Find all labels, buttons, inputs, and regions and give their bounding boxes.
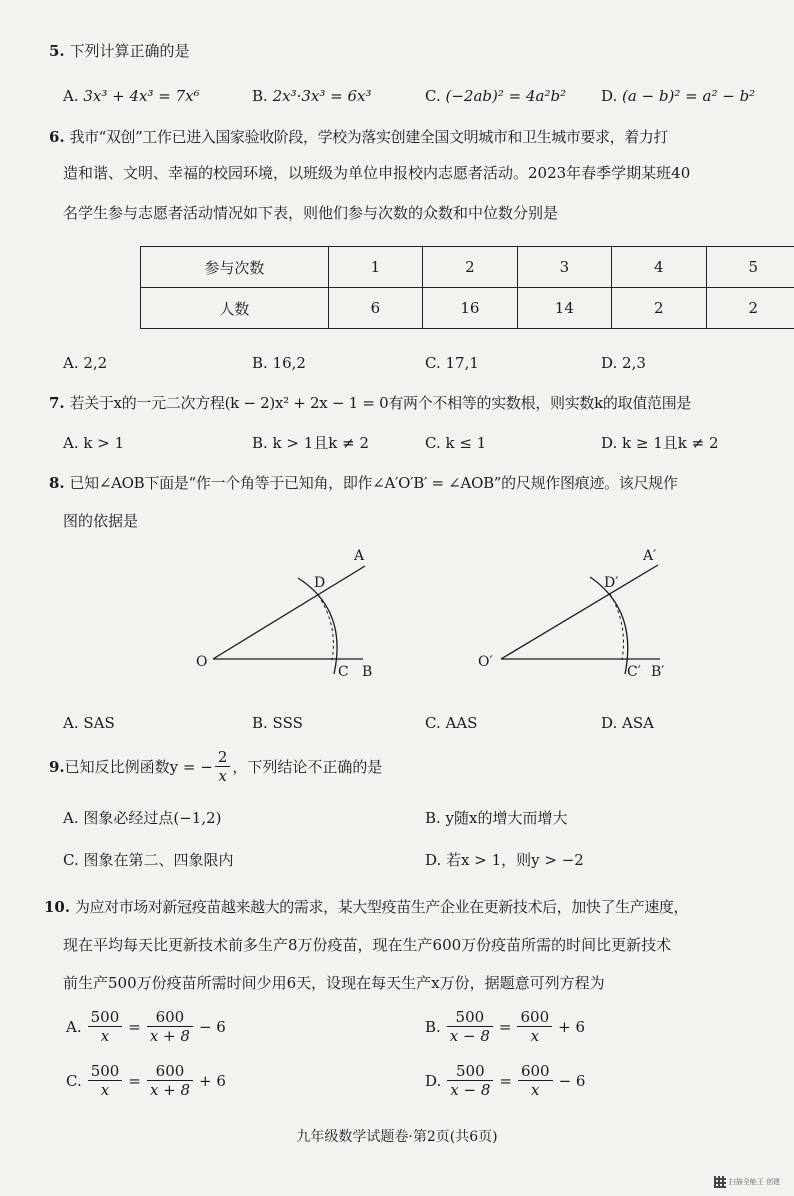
q6-stem-line1: 6. 我市“双创”工作已进入国家验收阶段，学校为落实创建全国文明城市和卫生城市要求，着力打 xyxy=(49,128,668,146)
q10-option-a[interactable]: A. $\frac{500}{x}$ = $\frac{600}{x + 8}$ − 6 xyxy=(66,1008,226,1045)
q8-figure-copy xyxy=(478,548,664,680)
q8-stem-line2: 图的依据是 xyxy=(63,512,139,530)
label-d: D xyxy=(314,575,326,591)
label-d2: D′ xyxy=(604,575,619,591)
label-a: A xyxy=(354,548,365,564)
q9-fraction: $\frac{2}{x}$ xyxy=(215,748,231,785)
table-cell: 5 xyxy=(706,247,794,288)
table-cell: 2 xyxy=(612,288,706,329)
scanner-watermark: 扫描全能王 创建 xyxy=(714,1176,780,1188)
q10-stem-line2: 现在平均每天比更新技术前多生产8万份疫苗，现在生产600万份疫苗所需的时间比更新技术 xyxy=(63,936,672,954)
ray-o2a2 xyxy=(501,565,658,659)
q9-number: 9. xyxy=(49,757,65,776)
table-cell: 14 xyxy=(517,288,611,329)
q10-number: 10. xyxy=(44,898,71,916)
label-a2: A′ xyxy=(643,548,657,564)
q10-option-d[interactable]: D. $\frac{500}{x - 8}$ = $\frac{600}{x}$ − 6 xyxy=(425,1062,586,1099)
table-cell: 1 xyxy=(328,247,422,288)
q7-stem: 7. 若关于x的一元二次方程(k − 2)x² + 2x − 1 = 0有两个不相等的实数根，则实数k的取值范围是 xyxy=(49,394,692,412)
q8-figure-original xyxy=(196,548,372,680)
q5-option-b[interactable]: B. 2x³·3x³ = 6x³ xyxy=(252,87,372,105)
label-o: O xyxy=(196,654,208,670)
table-cell: 6 xyxy=(328,288,422,329)
q8-stem-line1: 8. 已知∠AOB下面是“作一个角等于已知角，即作∠A′O′B′ = ∠AOB”的尺规作图痕迹。该尺规作 xyxy=(49,474,678,492)
q9-stem: 9. 已知反比例函数y = − $\frac{2}{x}$ ，下列结论不正确的是 xyxy=(49,748,383,785)
table-cell: 4 xyxy=(612,247,706,288)
q10-option-b[interactable]: B. $\frac{500}{x - 8}$ = $\frac{600}{x}$ + 6 xyxy=(425,1008,586,1045)
label-b2: B′ xyxy=(651,664,665,680)
page-footer: 九年级数学试题卷·第2页(共6页) xyxy=(296,1129,498,1145)
q5-option-a[interactable]: A. 3x³ + 4x³ = 7x⁶ xyxy=(63,87,200,105)
table-cell: 人数 xyxy=(141,288,329,329)
q6-option-c[interactable]: C. 17,1 xyxy=(425,354,479,372)
q6-option-a[interactable]: A. 2,2 xyxy=(63,354,108,372)
q10-stem-line1: 10. 为应对市场对新冠疫苗越来越大的需求，某大型疫苗生产企业在更新技术后，加快了生产速度， xyxy=(44,898,689,916)
q9-option-c[interactable]: C. 图象在第二、四象限内 xyxy=(63,851,234,869)
label-c2: C′ xyxy=(627,664,641,680)
ray-oa xyxy=(213,566,365,659)
q6-option-d[interactable]: D. 2,3 xyxy=(601,354,646,372)
q8-number: 8. xyxy=(49,474,65,492)
qr-code-icon xyxy=(714,1176,726,1188)
q5-text: 下列计算正确的是 xyxy=(69,42,190,60)
q8-option-b[interactable]: B. SSS xyxy=(252,714,303,732)
q7-option-b[interactable]: B. k > 1且k ≠ 2 xyxy=(252,434,370,452)
label-c: C xyxy=(338,664,349,680)
q9-option-a[interactable]: A. 图象必经过点(−1,2) xyxy=(63,809,222,827)
table-cell: 2 xyxy=(706,288,794,329)
label-o2: O′ xyxy=(478,654,493,670)
q6-number: 6. xyxy=(49,128,65,146)
q6-stem-line3: 名学生参与志愿者活动情况如下表，则他们参与次数的众数和中位数分别是 xyxy=(63,204,559,222)
table-cell: 16 xyxy=(423,288,517,329)
q5-option-d[interactable]: D. (a − b)² = a² − b² xyxy=(601,87,756,105)
q10-stem-line3: 前生产500万份疫苗所需时间少用6天，设现在每天生产x万份，据题意可列方程为 xyxy=(63,974,605,992)
table-cell: 参与次数 xyxy=(141,247,329,288)
table-cell: 3 xyxy=(517,247,611,288)
table-cell: 2 xyxy=(423,247,517,288)
q10-option-c[interactable]: C. $\frac{500}{x}$ = $\frac{600}{x + 8}$ + 6 xyxy=(66,1062,226,1099)
q6-stem-line2: 造和谐、文明、幸福的校园环境，以班级为单位申报校内志愿者活动。2023年春季学期某班40 xyxy=(63,164,691,182)
label-b: B xyxy=(362,664,373,680)
q6-option-b[interactable]: B. 16,2 xyxy=(252,354,306,372)
q7-option-c[interactable]: C. k ≤ 1 xyxy=(425,434,487,452)
q8-option-a[interactable]: A. SAS xyxy=(63,714,115,732)
q5-option-c[interactable]: C. (−2ab)² = 4a²b² xyxy=(425,87,567,105)
q8-option-d[interactable]: D. ASA xyxy=(601,714,654,732)
q5-number: 5. xyxy=(49,42,65,60)
q7-option-a[interactable]: A. k > 1 xyxy=(63,434,125,452)
q7-number: 7. xyxy=(49,394,65,412)
q9-option-d[interactable]: D. 若x > 1，则y > −2 xyxy=(425,851,584,869)
q8-option-c[interactable]: C. AAS xyxy=(425,714,478,732)
q7-option-d[interactable]: D. k ≥ 1且k ≠ 2 xyxy=(601,434,719,452)
q9-option-b[interactable]: B. y随x的增大而增大 xyxy=(425,809,568,827)
